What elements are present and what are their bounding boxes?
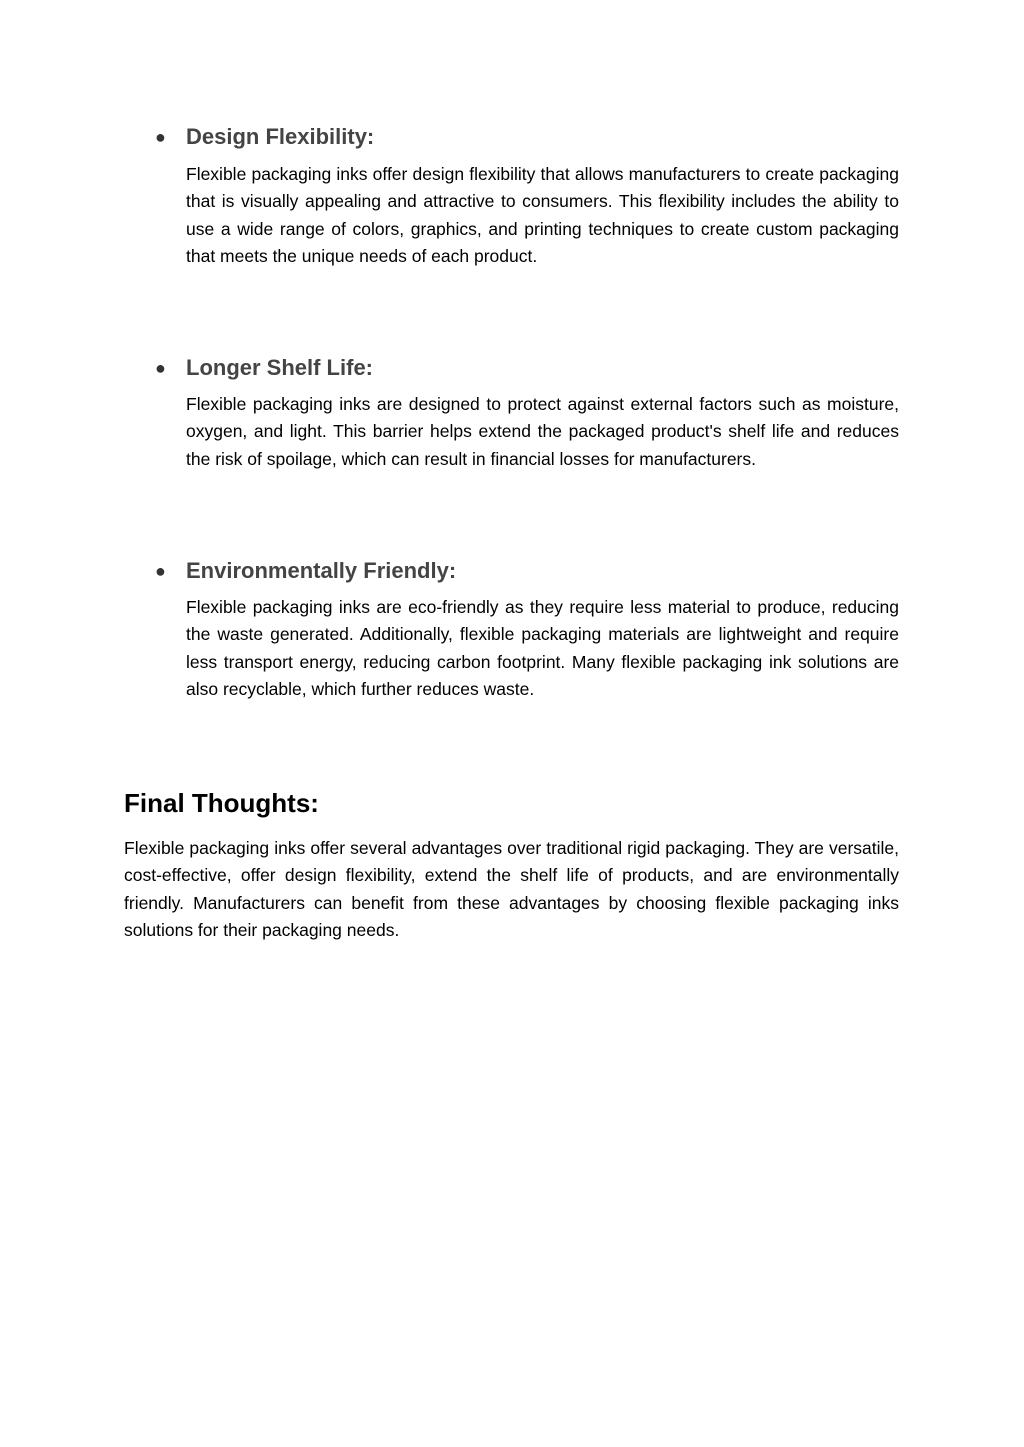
section-heading: Longer Shelf Life: [186, 355, 373, 380]
section-body: Flexible packaging inks are designed to protect against external factors such as moisture, oxygen, and light. This barrier helps extend the packaged product's shelf life and reduces the risk of spoilage, which can result in financial losses for manufacturers. [186, 394, 899, 469]
bullet-icon: ● [155, 358, 166, 378]
section-body: Flexible packaging inks offer design flexibility that allows manufacturers to create packaging that is visually appealing and attractive to consumers. This flexibility includes the ability to use a wide range of colors, graphics, and printing techniques to create custom packaging that meets the unique needs of each product. [186, 164, 899, 266]
section-heading: Environmentally Friendly: [186, 558, 457, 583]
section-body: Flexible packaging inks are eco-friendly as they require less material to produce, reducing the waste generated. Additionally, flexible packaging materials are lightweight and require less transport energy, reducing carbon footprint. Many flexible packaging ink solutions are also recyclable, which further reduces waste. [186, 597, 899, 699]
final-thoughts-heading: Final Thoughts: [124, 788, 319, 818]
final-thoughts-body: Flexible packaging inks offer several advantages over traditional rigid packaging. They are versatile, cost-effective, offer design flexibility, extend the shelf life of products, and are environmentally friendly. Manufacturers can benefit from these advantages by choosing flexible packaging inks solutions for their packaging needs. [124, 838, 899, 940]
bullet-icon: ● [155, 127, 166, 147]
section-heading: Design Flexibility: [186, 124, 375, 149]
bullet-icon: ● [155, 561, 166, 581]
